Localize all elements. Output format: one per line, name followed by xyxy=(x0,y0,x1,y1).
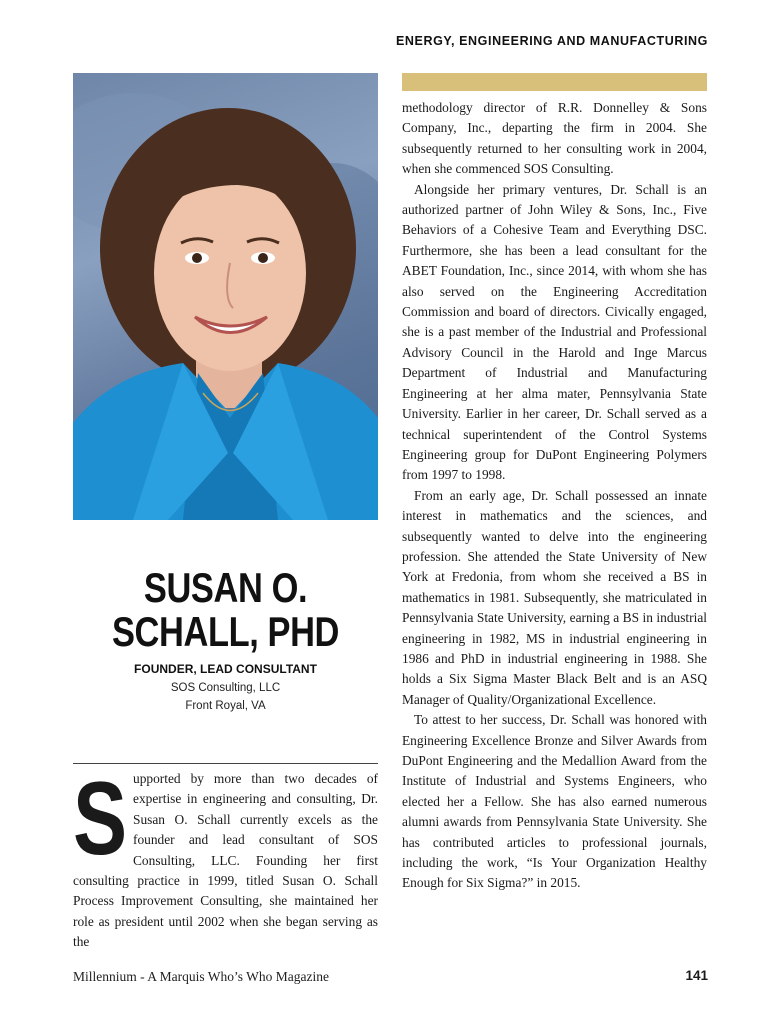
article-column-left xyxy=(73,761,378,953)
article-intro: upported by more than two decades of expertise in engineering and consulting, Dr. Susan O. Schall currently excels as the founder and lead consultant of SOS Consulting, LLC. Founding her first consulting practice in 1999, titled Susan O. Schall Process Improvement Consulting, she maintained her role as president until 2002 when she began serving as the xyxy=(73,771,378,950)
article-paragraph: Alongside her primary ventures, Dr. Schall is an authorized partner of John Wiley & Sons, Inc., Five Behaviors of a Cohesive Team and Everything DSC. Furthermore, she has been a lead consultant for the ABET Foundation, Inc., since 2014, with whom she has also served on the Engineering Accreditation Commission and board of directors. Civically engaged, she is a past member of the Industrial and Professional Advisory Council in the Harold and Inge Marcus Department of Industrial and Manufacturing Engineering at her alma mater, Pennsylvania State University. Earlier in her career, Dr. Schall served as a technical superintendent of the Control Systems Engineering group for DuPont Engineering Polymers from 1997 to 1998. xyxy=(402,181,707,483)
article-paragraph: From an early age, Dr. Schall possessed an innate interest in mathematics and the sciences, and subsequently wanted to delve into the engineering profession. She attended the State University of New York at Fredonia, from whom she received a BS in mathematics in 1981. Subsequently, she matriculated in Pennsylvania State University, earning a BS in industrial engineering in 1982, MS in industrial engineering in 1986 and PhD in industrial engineering in 1988. She holds a Six Sigma Master Black Belt and is an ASQ Manager of Quality/Organizational Excellence. xyxy=(402,487,707,707)
profile-name-line-1: SUSAN O. xyxy=(143,564,308,611)
profile-company: SOS Consulting, LLC xyxy=(170,682,281,694)
article-paragraph: methodology director of R.R. Donnelley & Sons Company, Inc., departing the firm in 2004. She subsequently returned to her consulting work in 2004, when she commenced SOS Consulting. xyxy=(402,100,707,177)
page-number: 141 xyxy=(685,968,708,983)
profile-role: FOUNDER, LEAD CONSULTANT xyxy=(134,662,317,676)
portrait-illustration xyxy=(73,73,378,520)
profile-block xyxy=(73,566,378,712)
accent-bar xyxy=(402,73,707,91)
drop-cap: S xyxy=(73,761,128,877)
profile-name-line-2: SCHALL, PHD xyxy=(111,608,340,655)
section-header: ENERGY, ENGINEERING AND MANUFACTURING xyxy=(395,34,708,48)
publication-name: Millennium - A Marquis Who’s Who Magazine xyxy=(73,969,329,984)
article-paragraph: To attest to her success, Dr. Schall was honored with Engineering Excellence Bronze and Silver Awards from DuPont Engineering and the Medallion Award from the Institute of Industrial and Systems Engineers, who elected her a Fellow. She has also earned numerous alumni awards from Pennsylvania State University. She has contributed articles to professional journals, including the work, “Is Your Organization Healthy Enough for Six Sigma?” in 2015. xyxy=(402,712,707,891)
profile-location: Front Royal, VA xyxy=(185,700,266,712)
article-column-right xyxy=(402,98,707,894)
portrait-photo xyxy=(73,73,378,520)
